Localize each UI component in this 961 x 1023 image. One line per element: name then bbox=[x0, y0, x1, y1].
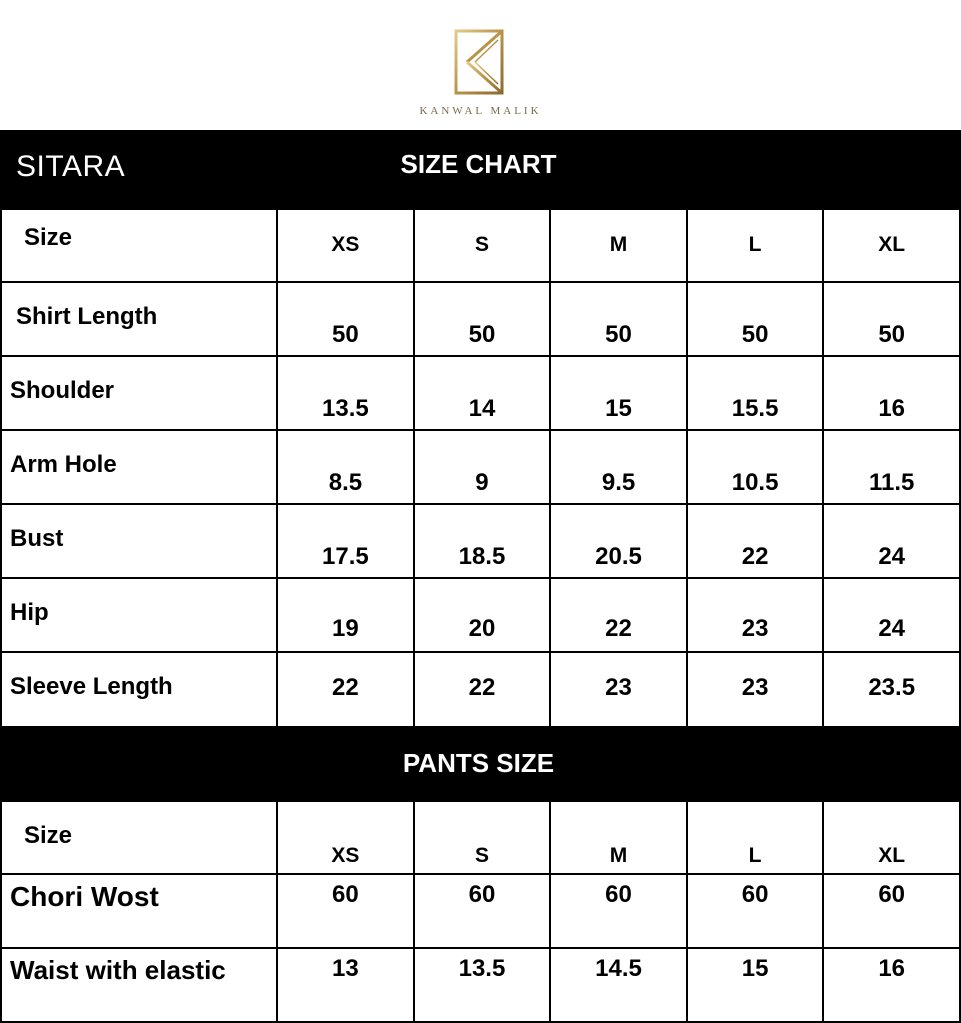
row-label: Arm Hole bbox=[10, 451, 117, 478]
value-cell bbox=[823, 652, 960, 727]
value-cell bbox=[823, 282, 960, 356]
value-cell bbox=[687, 430, 824, 504]
size-s: S bbox=[474, 233, 489, 256]
cell-value: 8.5 bbox=[328, 469, 363, 496]
row-label-cell bbox=[1, 282, 277, 356]
size-l: L bbox=[748, 844, 762, 867]
value-cell bbox=[277, 356, 414, 430]
cell-value: 50 bbox=[332, 321, 359, 348]
value-cell bbox=[687, 356, 824, 430]
pants-size-title: PANTS SIZE bbox=[402, 748, 555, 778]
cell-value: 9 bbox=[475, 469, 489, 496]
cell-value: 15 bbox=[605, 395, 632, 422]
cell-value: 22 bbox=[741, 543, 769, 570]
cell-value: 13.5 bbox=[322, 395, 369, 422]
cell-value: 14.5 bbox=[595, 955, 642, 982]
cell-value: 22 bbox=[468, 674, 496, 701]
cell-value: 23 bbox=[741, 674, 769, 701]
cell-value: 60 bbox=[741, 881, 769, 908]
size-column-header bbox=[550, 209, 687, 282]
value-cell bbox=[823, 874, 960, 948]
cell-value: 50 bbox=[605, 321, 632, 348]
cell-value: 11.5 bbox=[868, 469, 915, 496]
value-cell bbox=[687, 504, 824, 578]
value-cell bbox=[414, 282, 551, 356]
value-cell bbox=[414, 874, 551, 948]
row-label-cell bbox=[1, 504, 277, 578]
cell-value: 14 bbox=[468, 395, 496, 422]
pants-size-header-bar bbox=[0, 726, 961, 800]
cell-value: 10.5 bbox=[731, 469, 779, 496]
row-label-cell bbox=[1, 948, 277, 1022]
cell-value: 23.5 bbox=[868, 674, 916, 701]
value-cell bbox=[550, 282, 687, 356]
value-cell bbox=[277, 578, 414, 652]
value-cell bbox=[550, 578, 687, 652]
size-column-header bbox=[823, 801, 960, 874]
cell-value: 50 bbox=[878, 321, 906, 348]
cell-value: 60 bbox=[468, 881, 496, 908]
cell-value: 9.5 bbox=[601, 469, 636, 496]
size-m: M bbox=[609, 233, 628, 256]
cell-value: 13 bbox=[332, 955, 359, 982]
table-row bbox=[1, 874, 960, 948]
cell-value: 13.5 bbox=[458, 955, 506, 982]
collection-name: SITARA bbox=[16, 150, 126, 183]
size-xs: XS bbox=[331, 233, 360, 256]
table-row bbox=[1, 430, 960, 504]
pants-size-table bbox=[0, 800, 961, 1023]
row-label-cell bbox=[1, 578, 277, 652]
row-label-cell bbox=[1, 430, 277, 504]
value-cell bbox=[277, 948, 414, 1022]
value-cell bbox=[823, 430, 960, 504]
cell-value: 24 bbox=[878, 543, 906, 570]
brand-logo bbox=[0, 0, 961, 130]
row-label: Hip bbox=[10, 599, 49, 626]
table-row bbox=[1, 801, 960, 874]
size-column-header bbox=[687, 209, 824, 282]
value-cell bbox=[414, 948, 551, 1022]
row-label: Shirt Length bbox=[16, 303, 158, 330]
table-row bbox=[1, 652, 960, 727]
size-column-header bbox=[277, 209, 414, 282]
value-cell bbox=[550, 948, 687, 1022]
value-cell bbox=[687, 282, 824, 356]
table-row bbox=[1, 504, 960, 578]
cell-value: 23 bbox=[605, 674, 632, 701]
cell-value: 22 bbox=[605, 615, 632, 642]
cell-value: 22 bbox=[332, 674, 359, 701]
cell-value: 20 bbox=[468, 615, 496, 642]
value-cell bbox=[414, 356, 551, 430]
value-cell bbox=[277, 652, 414, 727]
row-label: Sleeve Length bbox=[10, 673, 173, 700]
table-row bbox=[1, 948, 960, 1022]
value-cell bbox=[823, 504, 960, 578]
cell-value: 16 bbox=[878, 395, 906, 422]
value-cell bbox=[550, 430, 687, 504]
row-label-cell bbox=[1, 874, 277, 948]
size-header-label: Size bbox=[24, 224, 73, 251]
size-s: S bbox=[474, 844, 489, 867]
size-column-header bbox=[687, 801, 824, 874]
size-header-cell bbox=[1, 209, 277, 282]
value-cell bbox=[550, 874, 687, 948]
table-row bbox=[1, 578, 960, 652]
cell-value: 60 bbox=[332, 881, 359, 908]
size-chart-title: SIZE CHART bbox=[400, 149, 557, 179]
size-m: M bbox=[609, 844, 628, 867]
cell-value: 15.5 bbox=[731, 395, 779, 422]
cell-value: 16 bbox=[878, 955, 906, 982]
size-column-header bbox=[277, 801, 414, 874]
cell-value: 20.5 bbox=[595, 543, 642, 570]
cell-value: 19 bbox=[332, 615, 359, 642]
value-cell bbox=[414, 504, 551, 578]
value-cell bbox=[550, 504, 687, 578]
value-cell bbox=[687, 874, 824, 948]
value-cell bbox=[414, 430, 551, 504]
size-chart-table bbox=[0, 208, 961, 728]
kanwal-malik-logo-icon bbox=[453, 28, 505, 98]
cell-value: 15 bbox=[741, 955, 769, 982]
row-label: Bust bbox=[10, 525, 64, 552]
row-label: Waist with elastic bbox=[10, 955, 226, 985]
size-column-header bbox=[414, 209, 551, 282]
size-column-header bbox=[550, 801, 687, 874]
value-cell bbox=[414, 578, 551, 652]
size-header-label: Size bbox=[24, 822, 73, 849]
size-column-header bbox=[823, 209, 960, 282]
cell-value: 60 bbox=[878, 881, 906, 908]
size-header-cell bbox=[1, 801, 277, 874]
value-cell bbox=[550, 356, 687, 430]
row-label-cell bbox=[1, 652, 277, 727]
value-cell bbox=[277, 504, 414, 578]
brand-name: KANWAL MALIK bbox=[419, 105, 542, 117]
size-l: L bbox=[748, 233, 762, 256]
value-cell bbox=[687, 578, 824, 652]
cell-value: 50 bbox=[741, 321, 769, 348]
table-row bbox=[1, 356, 960, 430]
value-cell bbox=[277, 430, 414, 504]
row-label: Chori Wost bbox=[10, 881, 159, 912]
value-cell bbox=[277, 282, 414, 356]
value-cell bbox=[823, 578, 960, 652]
table-row bbox=[1, 282, 960, 356]
value-cell bbox=[687, 948, 824, 1022]
cell-value: 50 bbox=[468, 321, 496, 348]
table-row bbox=[1, 209, 960, 282]
row-label: Shoulder bbox=[10, 377, 115, 404]
size-xl: XL bbox=[878, 233, 906, 256]
cell-value: 17.5 bbox=[322, 543, 369, 570]
value-cell bbox=[823, 948, 960, 1022]
cell-value: 23 bbox=[741, 615, 769, 642]
size-xl: XL bbox=[878, 844, 906, 867]
size-column-header bbox=[414, 801, 551, 874]
size-chart-header-bar bbox=[0, 130, 961, 208]
value-cell bbox=[823, 356, 960, 430]
value-cell bbox=[277, 874, 414, 948]
value-cell bbox=[550, 652, 687, 727]
cell-value: 18.5 bbox=[458, 543, 506, 570]
value-cell bbox=[687, 652, 824, 727]
cell-value: 60 bbox=[605, 881, 632, 908]
cell-value: 24 bbox=[878, 615, 906, 642]
value-cell bbox=[414, 652, 551, 727]
size-xs: XS bbox=[331, 844, 360, 867]
row-label-cell bbox=[1, 356, 277, 430]
